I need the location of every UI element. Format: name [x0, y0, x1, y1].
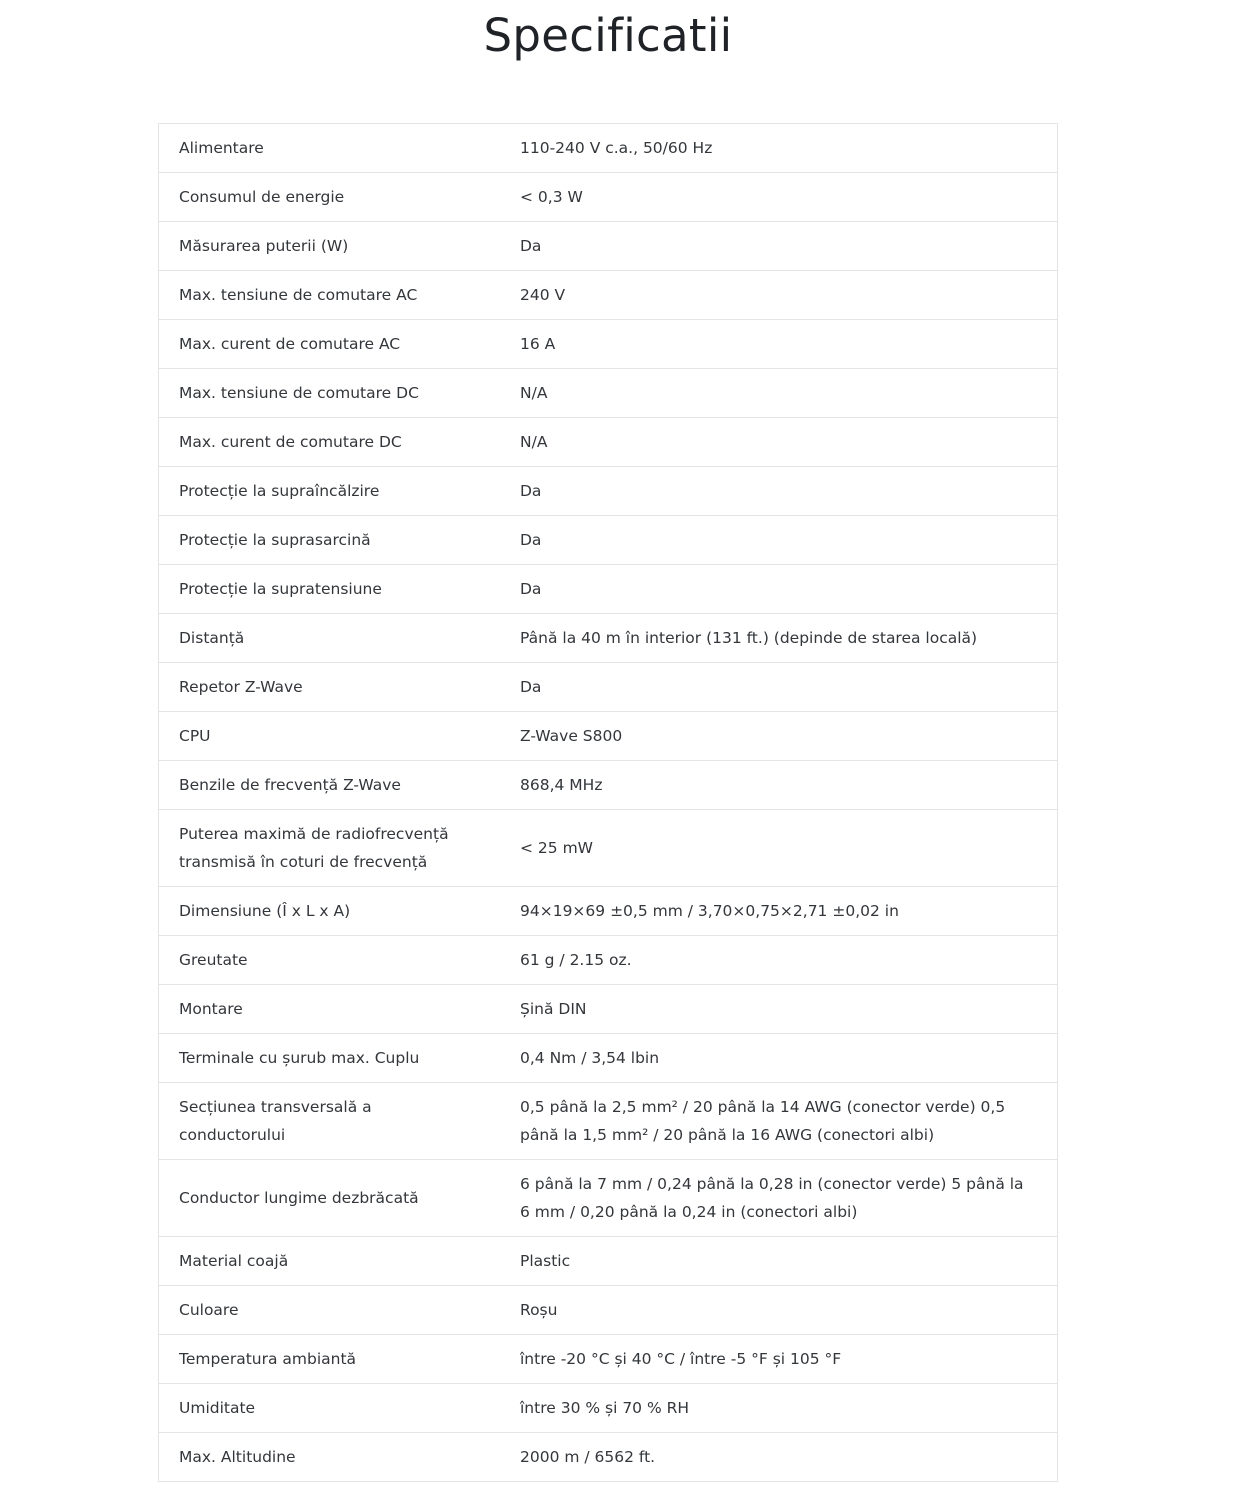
spec-row — [159, 1237, 1058, 1286]
spec-row — [159, 124, 1058, 173]
spec-value: între 30 % și 70 % RH — [501, 1384, 1058, 1433]
spec-value: N/A — [501, 369, 1058, 418]
spec-row — [159, 1286, 1058, 1335]
spec-label: Umiditate — [159, 1384, 502, 1433]
spec-value: N/A — [501, 418, 1058, 467]
spec-row — [159, 1433, 1058, 1482]
spec-label: Consumul de energie — [159, 173, 502, 222]
spec-value: Plastic — [501, 1237, 1058, 1286]
spec-value: 240 V — [501, 271, 1058, 320]
spec-label: Secțiunea transversală a conductorului — [159, 1083, 502, 1160]
spec-value: 868,4 MHz — [501, 761, 1058, 810]
spec-row — [159, 369, 1058, 418]
spec-row — [159, 320, 1058, 369]
spec-value: < 25 mW — [501, 810, 1058, 887]
spec-row — [159, 985, 1058, 1034]
spec-table-body — [159, 124, 1058, 1482]
spec-value: 94×19×69 ±0,5 mm / 3,70×0,75×2,71 ±0,02 in — [501, 887, 1058, 936]
spec-value: 110-240 V c.a., 50/60 Hz — [520, 139, 713, 157]
spec-value: 16 A — [501, 320, 1058, 369]
spec-value: < 0,3 W — [501, 173, 1058, 222]
spec-label: Max. curent de comutare DC — [159, 418, 502, 467]
spec-row — [159, 936, 1058, 985]
spec-label: Max. Altitudine — [159, 1433, 502, 1482]
spec-value: 0,4 Nm / 3,54 lbin — [501, 1034, 1058, 1083]
spec-label: Max. curent de comutare AC — [159, 320, 502, 369]
spec-label: Material coajă — [159, 1237, 502, 1286]
spec-label: Măsurarea puterii (W) — [159, 222, 502, 271]
spec-row — [159, 173, 1058, 222]
spec-value: Roșu — [501, 1286, 1058, 1335]
spec-row — [159, 712, 1058, 761]
spec-value: 61 g / 2.15 oz. — [501, 936, 1058, 985]
spec-label: Conductor lungime dezbrăcată — [159, 1160, 502, 1237]
spec-label: Max. tensiune de comutare DC — [159, 369, 502, 418]
spec-label: Puterea maximă de radiofrecvență transmisă în coturi de frecvență — [159, 810, 502, 887]
spec-row — [159, 1160, 1058, 1237]
spec-label: Protecție la supratensiune — [159, 565, 502, 614]
spec-value: Da — [501, 516, 1058, 565]
spec-value: Până la 40 m în interior (131 ft.) (depinde de starea locală) — [501, 614, 1058, 663]
spec-label: Alimentare — [179, 139, 264, 157]
spec-value: 2000 m / 6562 ft. — [501, 1433, 1058, 1482]
spec-row — [159, 1034, 1058, 1083]
spec-value: Da — [501, 565, 1058, 614]
spec-row — [159, 271, 1058, 320]
spec-row — [159, 810, 1058, 887]
spec-row — [159, 887, 1058, 936]
spec-row — [159, 1083, 1058, 1160]
spec-label: CPU — [159, 712, 502, 761]
spec-label: Dimensiune (Î x L x A) — [159, 887, 502, 936]
spec-label: Max. tensiune de comutare AC — [159, 271, 502, 320]
spec-row — [159, 1335, 1058, 1384]
spec-label: Distanță — [159, 614, 502, 663]
page-title: Specificatii — [483, 9, 733, 62]
spec-value: Da — [501, 467, 1058, 516]
spec-value: Da — [501, 663, 1058, 712]
spec-value: Șină DIN — [501, 985, 1058, 1034]
spec-row — [159, 761, 1058, 810]
spec-label: Protecție la supraîncălzire — [159, 467, 502, 516]
spec-row — [159, 565, 1058, 614]
spec-label: Culoare — [159, 1286, 502, 1335]
spec-value: între -20 °C și 40 °C / între -5 °F și 105 °F — [501, 1335, 1058, 1384]
spec-label: Temperatura ambiantă — [159, 1335, 502, 1384]
spec-table — [158, 123, 1058, 1482]
spec-row — [159, 222, 1058, 271]
spec-label: Greutate — [159, 936, 502, 985]
spec-row — [159, 614, 1058, 663]
spec-row — [159, 418, 1058, 467]
spec-label: Montare — [159, 985, 502, 1034]
spec-value: 6 până la 7 mm / 0,24 până la 0,28 in (conector verde) 5 până la 6 mm / 0,20 până la 0,24 in (conectori albi) — [501, 1160, 1058, 1237]
spec-row — [159, 516, 1058, 565]
spec-row — [159, 1384, 1058, 1433]
spec-row — [159, 663, 1058, 712]
spec-label: Repetor Z-Wave — [159, 663, 502, 712]
spec-value: Da — [501, 222, 1058, 271]
spec-value: Z-Wave S800 — [501, 712, 1058, 761]
spec-value: 0,5 până la 2,5 mm² / 20 până la 14 AWG (conector verde) 0,5 până la 1,5 mm² / 20 până la 16 AWG (conectori albi) — [501, 1083, 1058, 1160]
spec-label: Benzile de frecvență Z-Wave — [159, 761, 502, 810]
spec-label: Protecție la suprasarcină — [159, 516, 502, 565]
spec-row — [159, 467, 1058, 516]
spec-label: Terminale cu șurub max. Cuplu — [159, 1034, 502, 1083]
